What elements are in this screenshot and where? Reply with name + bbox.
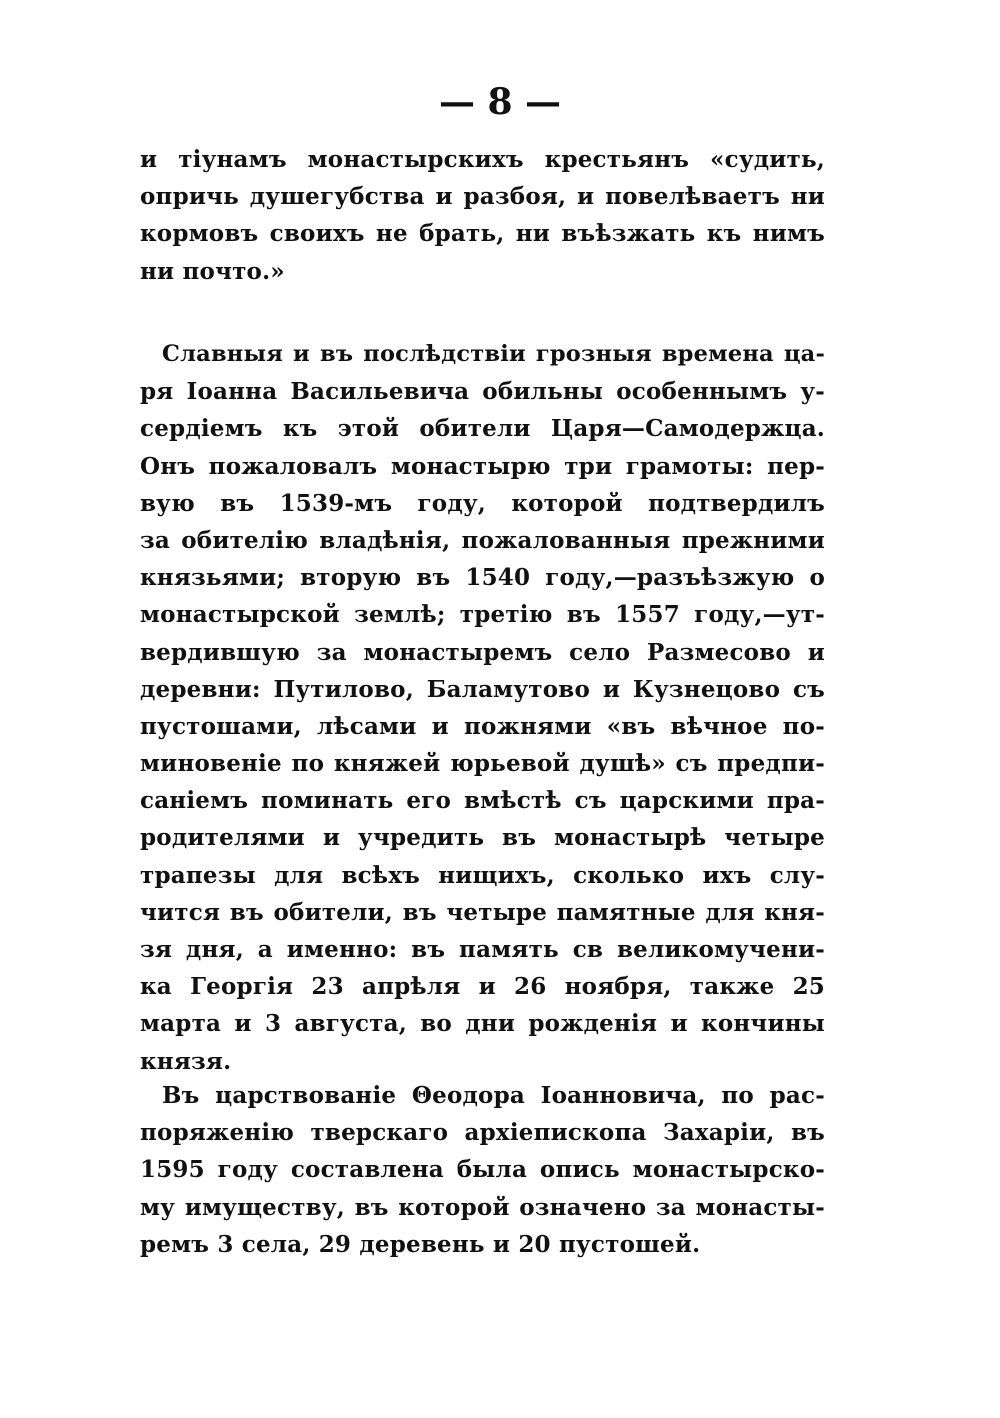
text-line: опричь душегубства и разбоя, и повелѣваетъ ни bbox=[140, 183, 825, 211]
text-line: монастырской землѣ; третію въ 1557 году,—ут- bbox=[140, 601, 825, 629]
text-line: пустошами, лѣсами и пожнями «въ вѣчное по- bbox=[140, 712, 825, 740]
text-line: вердившую за монастыремъ село Размесово и bbox=[140, 638, 825, 666]
text-line: князя. bbox=[140, 1047, 232, 1075]
text-line: трапезы для всѣхъ нищихъ, сколько ихъ слу- bbox=[140, 861, 825, 889]
text-line: за обителію владѣнія, пожалованныя прежними bbox=[140, 526, 825, 554]
text-line: Въ царствованіе Θеодора Іоанновича, по рас- bbox=[162, 1082, 825, 1109]
text-line: и тіунамъ монастырскихъ крестьянъ «судить, bbox=[140, 146, 825, 173]
text-line: ремъ 3 села, 29 деревень и 20 пустошей. bbox=[140, 1230, 701, 1258]
text-line: марта и 3 августа, во дни рожденія и кончины bbox=[140, 1010, 825, 1038]
text-line: 1595 году составлена была опись монастырско- bbox=[140, 1156, 825, 1184]
text-line: ни почто.» bbox=[140, 257, 285, 285]
text-line: родителями и учредить въ монастырѣ четыре bbox=[140, 824, 825, 852]
text-line: сердіемъ къ этой обители Царя—Самодержца. bbox=[140, 415, 825, 443]
text-line: вую въ 1539-мъ году, которой подтвердилъ bbox=[140, 489, 825, 517]
text-line: князьями; вторую въ 1540 году,—разъѣзжую о bbox=[140, 564, 825, 592]
text-line: саніемъ поминать его вмѣстѣ съ царскими пра- bbox=[140, 787, 825, 815]
paragraph-feodor-ioannovich bbox=[140, 1077, 825, 1263]
text-line: поряженію тверскаго архіепископа Захаріи, въ bbox=[140, 1119, 825, 1147]
paragraph-continuation bbox=[140, 141, 825, 290]
text-line: ка Георгія 23 апрѣля и 26 ноября, также 25 bbox=[140, 973, 825, 1001]
text-line: кормовъ своихъ не брать, ни въѣзжать къ нимъ bbox=[140, 220, 825, 248]
text-line: Славныя и въ послѣдствіи грозныя времена ца- bbox=[162, 341, 825, 367]
text-line: зя дня, а именно: въ память св великомучени- bbox=[140, 936, 825, 963]
paragraph-ioann-vasilievich bbox=[140, 336, 825, 1080]
text-line: Онъ пожаловалъ монастырю три грамоты: пер- bbox=[140, 452, 825, 480]
text-line: му имуществу, въ которой означено за монасты- bbox=[140, 1193, 825, 1221]
text-line: ря Іоанна Васильевича обильны особеннымъ у- bbox=[140, 378, 825, 406]
text-line: деревни: Путилово, Баламутово и Кузнецово съ bbox=[140, 675, 825, 703]
text-line: чится въ обители, въ четыре памятные для кня- bbox=[140, 898, 825, 926]
text-line: миновеніе по княжей юрьевой душѣ» съ предпи- bbox=[140, 750, 825, 778]
page-number: — 8 — bbox=[438, 81, 562, 123]
